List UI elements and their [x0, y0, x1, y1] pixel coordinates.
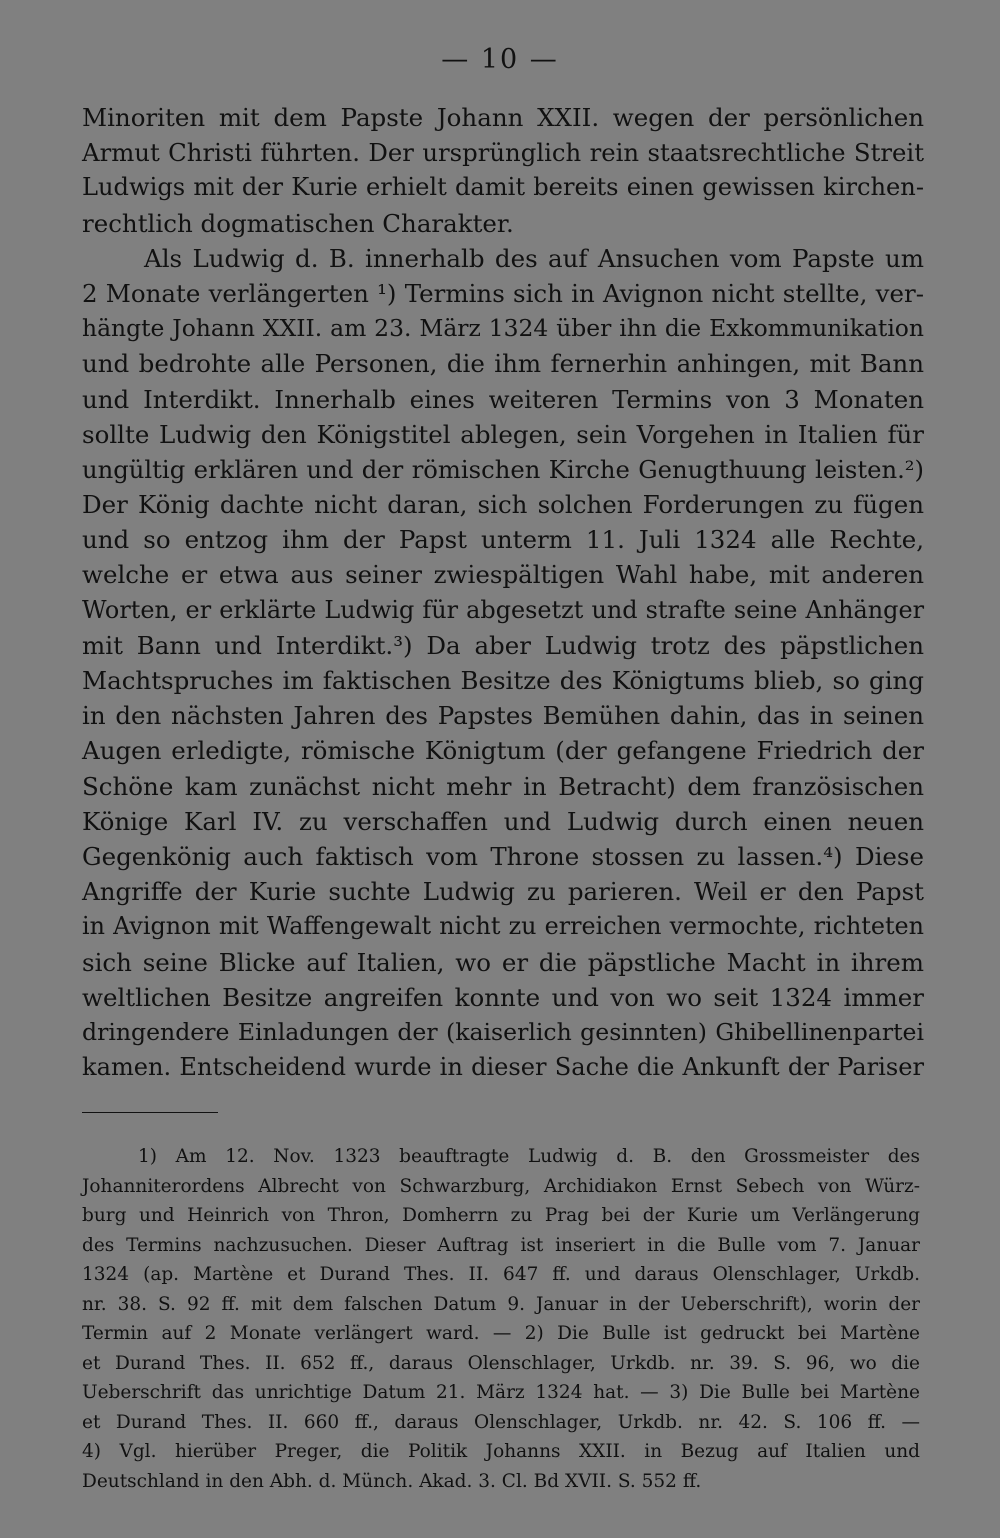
- text-line: Augen erledigte, römische Königtum (der gefangene Friedrich der: [82, 736, 924, 766]
- text-line: Minoriten mit dem Papste Johann XXII. wegen der persönlichen: [82, 103, 924, 132]
- text-line: Worten, er erklärte Ludwig für abgesetzt und strafte seine Anhänger: [82, 595, 924, 624]
- text-line: Machtspruches im faktischen Besitze des Königtums blieb, so ging: [82, 666, 924, 695]
- text-line: hängte Johann XXII. am 23. März 1324 über ihn die Exkommunikation: [82, 314, 924, 343]
- text-line: in Avignon mit Waffengewalt nicht zu erreichen vermochte, richteten: [82, 912, 924, 941]
- footnote-line: Deutschland in den Abh. d. Münch. Akad. 3. Cl. Bd XVII. S. 552 ff.: [82, 1470, 702, 1492]
- footnote-line: Termin auf 2 Monate verlängert ward. — 2) Die Bulle ist gedruckt bei Martène: [82, 1323, 920, 1344]
- footnote-separator: [82, 1112, 218, 1113]
- text-line: kamen. Entscheidend wurde in dieser Sache die Ankunft der Pariser: [82, 1053, 924, 1082]
- text-line: und so entzog ihm der Papst unterm 11. Juli 1324 alle Rechte,: [82, 525, 924, 555]
- text-line: welche er etwa aus seiner zwiespältigen Wahl habe, mit anderen: [82, 560, 924, 590]
- text-line: rechtlich dogmatischen Charakter.: [82, 208, 514, 238]
- footnote-line: 1324 (ap. Martène et Durand Thes. II. 647 ff. und daraus Olenschlager, Urkdb.: [82, 1264, 920, 1285]
- footnote-line: 4) Vgl. hierüber Preger, die Politik Johanns XXII. in Bezug auf Italien und: [82, 1441, 920, 1462]
- text-line: dringendere Einladungen der (kaiserlich gesinnten) Ghibellinenpartei: [82, 1017, 924, 1046]
- footnote-line: et Durand Thes. II. 652 ff., daraus Olenschlager, Urkdb. nr. 39. S. 96, wo die: [82, 1352, 920, 1374]
- text-line: ungültig erklären und der römischen Kirche Genugthuung leisten.²): [82, 454, 924, 484]
- text-line: mit Bann und Interdikt.³) Da aber Ludwig trotz des päpstlichen: [82, 630, 924, 660]
- footnote-line: 1) Am 12. Nov. 1323 beauftragte Ludwig d. B. den Grossmeister des: [138, 1146, 920, 1167]
- footnote-line: Ueberschrift das unrichtige Datum 21. März 1324 hat. — 3) Die Bulle bei Martène: [82, 1382, 920, 1403]
- footnote-line: et Durand Thes. II. 660 ff., daraus Olenschlager, Urkdb. nr. 42. S. 106 ff. —: [82, 1411, 920, 1433]
- text-line: Armut Christi führten. Der ursprünglich rein staatsrechtliche Streit: [82, 138, 924, 168]
- text-line: 2 Monate verlängerten ¹) Termins sich in Avignon nicht stellte, ver-: [82, 278, 924, 308]
- footnotes: [82, 1142, 920, 1496]
- page-number: — 10 —: [441, 44, 559, 75]
- text-line: sich seine Blicke auf Italien, wo er die päpstliche Macht in ihrem: [82, 947, 924, 977]
- text-line: in den nächsten Jahren des Papstes Bemühen dahin, das in seinen: [82, 701, 924, 731]
- footnote-line: burg und Heinrich von Thron, Domherrn zu Prag bei der Kurie um Verlängerung: [82, 1205, 920, 1226]
- text-line: und Interdikt. Innerhalb eines weiteren Termins von 3 Monaten: [82, 384, 924, 414]
- text-line: Schöne kam zunächst nicht mehr in Betracht) dem französischen: [82, 771, 924, 801]
- text-line: weltlichen Besitze angreifen konnte und von wo seit 1324 immer: [82, 982, 924, 1012]
- footnote-line: Johanniterordens Albrecht von Schwarzburg, Archidiakon Ernst Sebech von Würz-: [82, 1175, 920, 1197]
- footnote-line: nr. 38. S. 92 ff. mit dem falschen Datum 9. Januar in der Ueberschrift), worin der: [82, 1293, 920, 1315]
- footnote-line: des Termins nachzusuchen. Dieser Auftrag ist inseriert in die Bulle vom 7. Januar: [82, 1234, 920, 1256]
- text-line: Ludwigs mit der Kurie erhielt damit bereits einen gewissen kirchen-: [82, 173, 924, 202]
- main-text: [82, 100, 924, 1085]
- text-line: Der König dachte nicht daran, sich solchen Forderungen zu fügen: [82, 490, 924, 520]
- text-line: Als Ludwig d. B. innerhalb des auf Ansuchen vom Papste um: [144, 243, 924, 273]
- text-line: sollte Ludwig den Königstitel ablegen, sein Vorgehen in Italien für: [82, 419, 924, 449]
- text-line: Könige Karl IV. zu verschaffen und Ludwig durch einen neuen: [82, 806, 924, 836]
- text-line: Gegenkönig auch faktisch vom Throne stossen zu lassen.⁴) Diese: [82, 841, 924, 871]
- text-line: Angriffe der Kurie suchte Ludwig zu parieren. Weil er den Papst: [82, 877, 924, 907]
- text-line: und bedrohte alle Personen, die ihm fernerhin anhingen, mit Bann: [82, 349, 924, 379]
